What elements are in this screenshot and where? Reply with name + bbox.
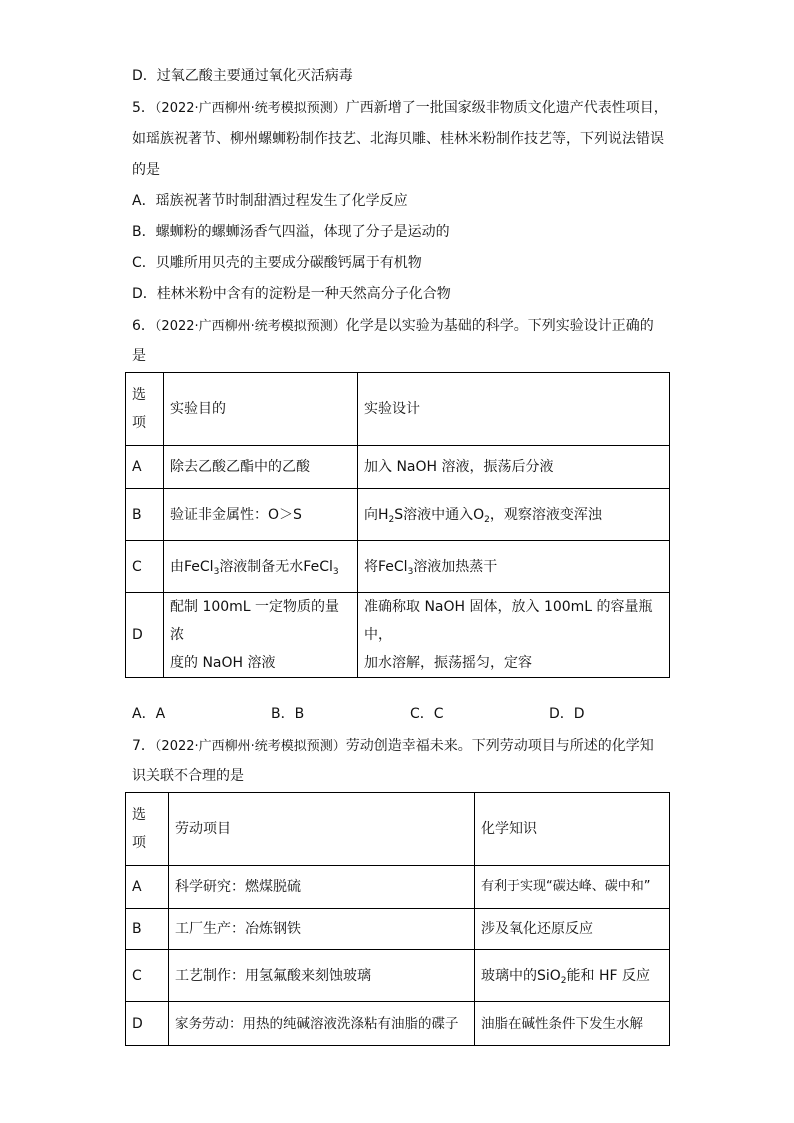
table-row (126, 909, 670, 950)
q6-row-c-purpose: 由FeCl$_3$溶液制备无水FeCl$_3$ (164, 541, 358, 593)
q6-row-d-design: 准确称取 NaOH 固体，放入 100mL 的容量瓶中， 加水溶解，振荡摇匀，定容 (358, 593, 670, 678)
q5-option-a: A．瑶族祝著节时制甜酒过程发生了化学反应 (132, 193, 408, 209)
q7-table-header-row (126, 793, 670, 866)
q6-answer-d: D．D (549, 706, 585, 722)
q7-row-b-option: B (126, 909, 169, 950)
q7-row-d-project: 家务劳动：用热的纯碱溶液洗涤粘有油脂的碟子 (169, 1002, 475, 1046)
q6-number: 6． (132, 318, 155, 334)
q6-row-c-design: 将FeCl$_3$溶液加热蒸干 (358, 541, 670, 593)
q7-table (125, 792, 670, 1046)
q7-row-c-knowledge: 玻璃中的SiO$_2$能和 HF 反应 (475, 950, 670, 1002)
q7-stem-line-1 (132, 736, 672, 757)
table-row (126, 593, 670, 678)
q7-row-c-option: C (126, 950, 169, 1002)
q7-row-b-knowledge: 涉及氧化还原反应 (475, 909, 670, 950)
q5-stem-line-1 (132, 98, 672, 119)
table-row (126, 950, 670, 1002)
q6-answer-b: B．B (271, 706, 305, 722)
table-row (126, 446, 670, 489)
q6-row-a-design: 加入 NaOH 溶液，振荡后分液 (358, 446, 670, 489)
q6-row-c-option: C (126, 541, 164, 593)
q7-row-d-knowledge: 油脂在碱性条件下发生水解 (475, 1002, 670, 1046)
q6-row-a-purpose: 除去乙酸乙酯中的乙酸 (164, 446, 358, 489)
q5-source-tag: （2022·广西柳州·统考模拟预测） (154, 101, 346, 116)
q6-row-b-design: 向$H_2S$溶液中通入$O_2$，观察溶液变浑浊 (358, 489, 670, 541)
q5-stem-text-1: 广西新增了一批国家级非物质文化遗产代表性项目， (345, 100, 668, 116)
q6-stem-line-1 (132, 316, 672, 337)
q7-row-a-knowledge: 有利于实现“碳达峰、碳中和” (475, 866, 670, 909)
q5-stem-line-3: 的是 (132, 162, 160, 178)
q7-header-project: 劳动项目 (169, 793, 475, 866)
q5-stem-line-2: 如瑶族祝著节、柳州螺蛳粉制作技艺、北海贝雕、桂林米粉制作技艺等，下列说法错误 (132, 131, 664, 147)
q7-stem-text-1: 劳动创造幸福未来。下列劳动项目与所述的化学知 (345, 738, 654, 754)
q7-row-a-project: 科学研究：燃煤脱硫 (169, 866, 475, 909)
table-row (126, 489, 670, 541)
q6-row-d-option: D (126, 593, 164, 678)
q5-option-d: D．桂林米粉中含有的淀粉是一种天然高分子化合物 (132, 286, 451, 302)
q6-answer-c: C．C (410, 706, 444, 722)
table-row (126, 541, 670, 593)
q5-option-c: C．贝雕所用贝壳的主要成分碳酸钙属于有机物 (132, 255, 422, 271)
q7-row-d-option: D (126, 1002, 169, 1046)
q6-row-b-option: B (126, 489, 164, 541)
q6-header-option: 选 项 (126, 373, 164, 446)
q6-table (125, 372, 670, 678)
table-row (126, 1002, 670, 1046)
q6-table-header-row (126, 373, 670, 446)
q7-source-tag: （2022·广西柳州·统考模拟预测） (154, 739, 346, 754)
q6-row-d-purpose: 配制 100mL 一定物质的量浓 度的 NaOH 溶液 (164, 593, 358, 678)
q6-header-design: 实验设计 (358, 373, 670, 446)
q6-source-tag: （2022·广西柳州·统考模拟预测） (154, 319, 346, 334)
q7-header-knowledge: 化学知识 (475, 793, 670, 866)
q7-stem-line-2: 识关联不合理的是 (132, 768, 244, 784)
table-row (126, 866, 670, 909)
q7-row-c-project: 工艺制作：用氢氟酸来刻蚀玻璃 (169, 950, 475, 1002)
q6-answer-a: A．A (132, 706, 166, 722)
q6-stem-line-2: 是 (132, 348, 146, 364)
q7-number: 7． (132, 738, 155, 754)
q4-option-d: D．过氧乙酸主要通过氧化灭活病毒 (132, 68, 353, 84)
q7-header-option: 选 项 (126, 793, 169, 866)
q6-row-a-option: A (126, 446, 164, 489)
q7-row-a-option: A (126, 866, 169, 909)
q6-row-b-purpose: 验证非金属性：O＞S (164, 489, 358, 541)
q7-row-b-project: 工厂生产：冶炼钢铁 (169, 909, 475, 950)
q5-number: 5． (132, 100, 155, 116)
q6-stem-text-1: 化学是以实验为基础的科学。下列实验设计正确的 (345, 318, 654, 334)
q5-option-b: B．螺蛳粉的螺蛳汤香气四溢，体现了分子是运动的 (132, 224, 450, 240)
q6-header-purpose: 实验目的 (164, 373, 358, 446)
